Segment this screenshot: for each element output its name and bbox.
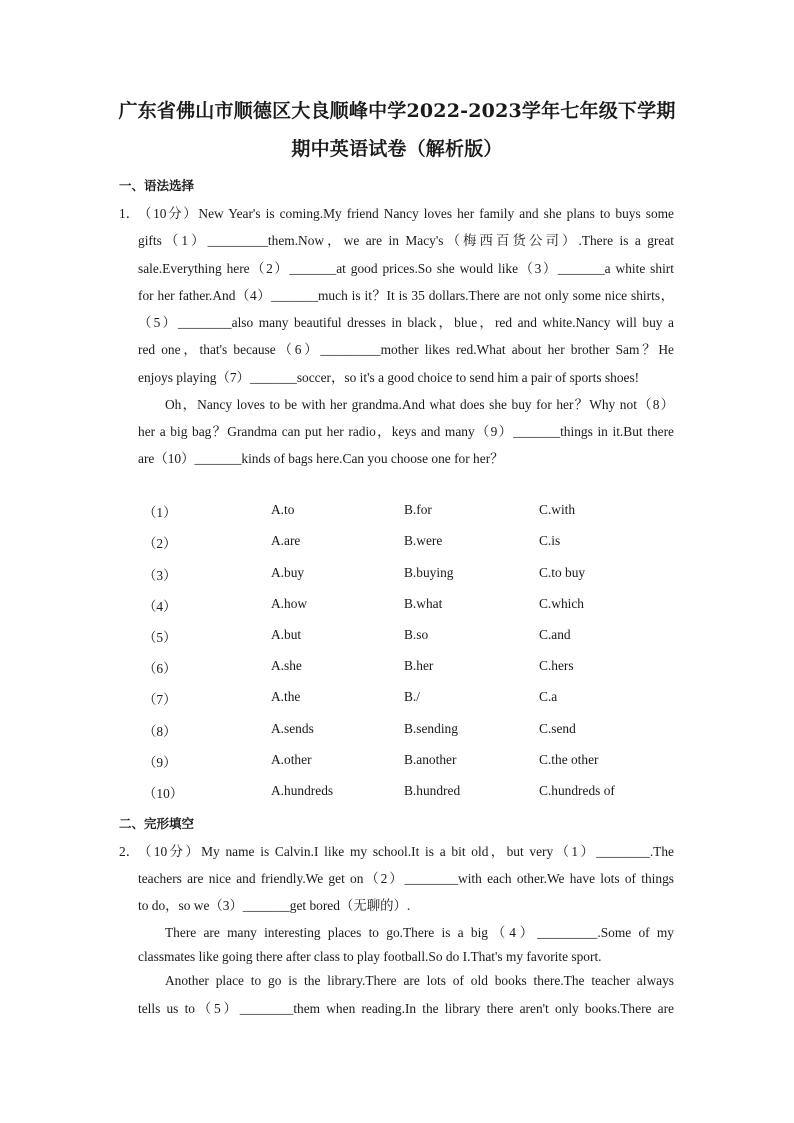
- option-b[interactable]: B.for: [404, 502, 432, 517]
- passage-line: her a big bag？Grandma can put her radio，keys and many（9）_______things in it.But there: [138, 424, 674, 439]
- option-a[interactable]: A.the: [271, 689, 301, 704]
- option-row: [0, 658, 794, 678]
- document-title-line-2: 期中英语试卷（解析版）: [291, 138, 503, 160]
- option-row: [0, 502, 794, 522]
- option-row: [0, 627, 794, 647]
- option-a[interactable]: A.how: [271, 596, 308, 611]
- passage-line: tells us to（5）________them when reading.In the library there aren't only books.There are: [138, 1001, 674, 1016]
- passage-line: There are many interesting places to go.There is a big（4）_________.Some of my: [165, 925, 674, 940]
- option-c[interactable]: C.hers: [539, 658, 574, 673]
- passage-line: to do，so we（3）_______get bored（无聊的）.: [138, 898, 411, 913]
- option-c[interactable]: C.send: [539, 721, 576, 736]
- option-a[interactable]: A.hundreds: [271, 783, 334, 798]
- option-b[interactable]: B.her: [404, 658, 434, 673]
- passage-line: sale.Everything here（2）_______at good prices.So she would like（3）_______a white shirt: [138, 261, 674, 276]
- passage-line: teachers are nice and friendly.We get on（2）________with each other.We have lots of things: [138, 871, 674, 886]
- option-b[interactable]: B.another: [404, 752, 457, 767]
- question-number: 1．: [119, 206, 140, 221]
- option-a[interactable]: A.other: [271, 752, 312, 767]
- option-b[interactable]: B.were: [404, 533, 443, 548]
- option-c[interactable]: C.hundreds of: [539, 783, 615, 798]
- option-a[interactable]: A.are: [271, 533, 301, 548]
- option-number: （4）: [143, 599, 177, 614]
- option-a[interactable]: A.sends: [271, 721, 314, 736]
- option-c[interactable]: C.which: [539, 596, 585, 611]
- option-number: （9）: [143, 755, 177, 770]
- option-number: （10）: [143, 786, 184, 801]
- option-c[interactable]: C.the other: [539, 752, 599, 767]
- option-c[interactable]: C.with: [539, 502, 576, 517]
- passage-line: Another place to go is the library.There are lots of old books there.The teacher always: [165, 973, 674, 988]
- passage-line: gifts（1）_________them.Now，we are in Macy's（梅西百货公司）.There is a great: [138, 233, 674, 248]
- option-b[interactable]: B.what: [404, 596, 443, 611]
- option-number: （2）: [143, 536, 177, 551]
- option-row: [0, 689, 794, 709]
- option-row: [0, 533, 794, 553]
- option-number: （8）: [143, 724, 177, 739]
- option-a[interactable]: A.she: [271, 658, 302, 673]
- option-number: （6）: [143, 661, 177, 676]
- option-c[interactable]: C.a: [539, 689, 558, 704]
- passage-line: （10分）My name is Calvin.I like my school.It is a bit old，but very（1）________.The: [138, 844, 674, 859]
- option-row: [0, 596, 794, 616]
- option-number: （3）: [143, 568, 177, 583]
- option-b[interactable]: B./: [404, 689, 420, 704]
- option-row: [0, 752, 794, 772]
- option-b[interactable]: B.buying: [404, 565, 454, 580]
- option-b[interactable]: B.sending: [404, 721, 458, 736]
- passage-line: （10分）New Year's is coming.My friend Nancy loves her family and she plans to buys some: [138, 206, 674, 221]
- section-heading-cloze: 二、完形填空: [119, 816, 195, 831]
- passage-line: are（10）_______kinds of bags here.Can you choose one for her？: [138, 451, 504, 466]
- passage-line: red one，that's because（6）_________mother likes red.What about her brother Sam？He: [138, 342, 674, 357]
- option-b[interactable]: B.so: [404, 627, 429, 642]
- option-c[interactable]: C.to buy: [539, 565, 586, 580]
- option-b[interactable]: B.hundred: [404, 783, 461, 798]
- option-row: [0, 783, 794, 803]
- option-a[interactable]: A.but: [271, 627, 302, 642]
- option-number: （5）: [143, 630, 177, 645]
- passage-line: （5）________also many beautiful dresses in black，blue，red and white.Nancy will buy a: [138, 315, 674, 330]
- option-row: [0, 721, 794, 741]
- option-number: （1）: [143, 505, 177, 520]
- option-number: （7）: [143, 692, 177, 707]
- option-c[interactable]: C.is: [539, 533, 561, 548]
- option-a[interactable]: A.buy: [271, 565, 305, 580]
- passage-line: enjoys playing（7）_______soccer，so it's a good choice to send him a pair of sports shoes!: [138, 370, 640, 385]
- section-heading-grammar: 一、语法选择: [119, 178, 195, 193]
- passage-line: Oh，Nancy loves to be with her grandma.And what does she buy for her？Why not（8）: [165, 397, 674, 412]
- question-number: 2．: [119, 844, 140, 859]
- document-title-line-1: 广东省佛山市顺德区大良顺峰中学2022-2023学年七年级下学期: [118, 100, 676, 122]
- option-c[interactable]: C.and: [539, 627, 571, 642]
- option-a[interactable]: A.to: [271, 502, 295, 517]
- passage-line: for her father.And（4）_______much is it？It is 35 dollars.There are not only some nice shirts，: [138, 288, 674, 303]
- option-row: [0, 565, 794, 585]
- passage-line: classmates like going there after class to play football.So do I.That's my favorite sport.: [138, 949, 602, 964]
